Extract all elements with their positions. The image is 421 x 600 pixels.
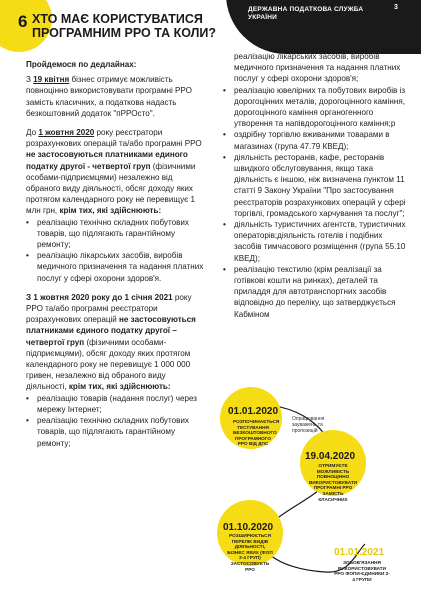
list-item: • реалізацію ювелірних та побутових виробів із дорогоцінних металів, дорогоцінного каміння, дорогоцінного каміння органогенного утворення та напівдорогоцінного каміння;р (223, 85, 408, 130)
list-item: • діяльність туристичних агентств, туристичних операторів;діяльність готелів і подібних засобів тимчасового розміщення (група 55.10 КВЕД); (223, 219, 408, 264)
exceptions-list-2 (26, 393, 205, 449)
exceptions-list-1 (26, 217, 205, 284)
timeline-text-3: РОЗШИРЮЄТЬСЯ ПЕРЕЛІК ВИДІВ ДІЯЛЬНОСТІ, БІЗНЕС ЯКИХ (ФОП 2-4 ГРУП) ЗАСТОСОВУЄТЬ РРО (227, 533, 273, 572)
paragraph-october: До 1 жовтня 2020 року реєстратори розрахункових операцій та/або програмні РРО не застосовуються платниками единого податку другої - четвертої груп (фізичними особами-підприємцями) незалежно від обраного виду діяльності, обсяг доходу яких протягом календарного року не перевищує 1 млн грн, крім тих, які здійснюють: (26, 128, 202, 216)
list-item: • оздрібну торгівлю вживаними товарами в магазинах (група 47.79 КВЕД); (223, 129, 408, 151)
timeline-date-3: 01.10.2020 (223, 522, 274, 533)
timeline-infographic (215, 384, 421, 600)
agency-name: ДЕРЖАВНА ПОДАТКОВА СЛУЖБА УКРАЇНИ (248, 6, 364, 21)
timeline-date-2: 19.04.2020 (305, 451, 356, 462)
exceptions-list-3 (223, 85, 408, 320)
timeline-text-4: ЗОБОВ'ЯЗАННЯ ВИКОРИСТОВУВАТИ РРО ФОПИ-ЄДИНИКИ 2-4 ГРУПИ (334, 560, 390, 582)
timeline-date-1: 01.01.2020 (228, 406, 279, 417)
paragraph-april: З 19 квітня бізнес отримує можливість повноцінно використовувати програмні РРО замість класичних, а податкова надасть безкоштовний додаток "пРРОсто". (26, 75, 192, 118)
left-column (26, 59, 205, 449)
page-title: ХТО МАЄ КОРИСТУВАТИСЯ ПРОГРАМНИМ РРО ТА КОЛИ? (32, 12, 217, 40)
list-item: • реалізацію текстилю (крім реалізації за готівкові кошти на ринках), деталей та приладдя для автотранспортних засобів відповідно до переліку, що затверджується Кабміном (223, 264, 408, 320)
section-number: 6 (18, 12, 28, 31)
paragraph-january: З 1 жовтня 2020 року до 1 січня 2021 року РРО та/або програмні реєстратори розрахункових операцій не застосовуються платниками єдиного податку другої – четвертої груп (фізичними особами-підприємцями), обсяг доходу яких протягом календарного року не перевищує 1 000 000 гривен, незалежно від обраного виду діяльності, крім тих, які здійснюють: (26, 292, 196, 392)
timeline-note-1: Опрацювання зауважень та пропозицій (292, 416, 325, 434)
list-item: • реалізацію технічно складних побутових товарів, що підлягають гарантійному ремонту; (26, 217, 205, 251)
list-item: • реалізацію лікарських засобів, виробів медичного призначення та надання платних послуг у сфері охорони здоров'я. (26, 250, 205, 284)
deadlines-subhead: Пройдемося по дедлайнах: (26, 60, 137, 69)
continued-text: реалізацію лікарських засобів, виробів медичного призначення та надання платних послуг у сфері охорони здоров'я; (234, 52, 401, 84)
timeline-text-2: ОТРИМУЄТЕ МОЖЛИВІСТЬ ПОВНОЦІННО ВИКОРИСТОВУВАТИ ПРОГРАМНІ РРО ЗАМІСТЬ КЛАСИЧНИХ (309, 463, 358, 502)
timeline-date-4: 01.01.2021 (334, 547, 385, 558)
page-number: 3 (394, 4, 398, 11)
list-item: • реалізацію технічно складних побутових товарів, що підлягають гарантійному ремонту; (26, 415, 205, 449)
timeline-text-1: РОЗПОЧИНАЄТЬСЯ ТЕСТУВАННЯ БЕЗКОШТОВНОГО ПРОГРАМНОГО РРО ВІД ДПС (233, 419, 280, 447)
list-item: • діяльність ресторанів, кафе, ресторанів швидкого обслуговування, якщо така діяльність є іншою, ніж визначена пунктом 11 статті 9 Закону України "Про застосування реєстраторів розрахункових операцій у сфері торгівлі, громадського харчування та послуг"; (223, 152, 408, 219)
right-column (223, 51, 408, 320)
list-item: • реалізацію товарів (надання послуг) через мережу Інтернет; (26, 393, 205, 415)
